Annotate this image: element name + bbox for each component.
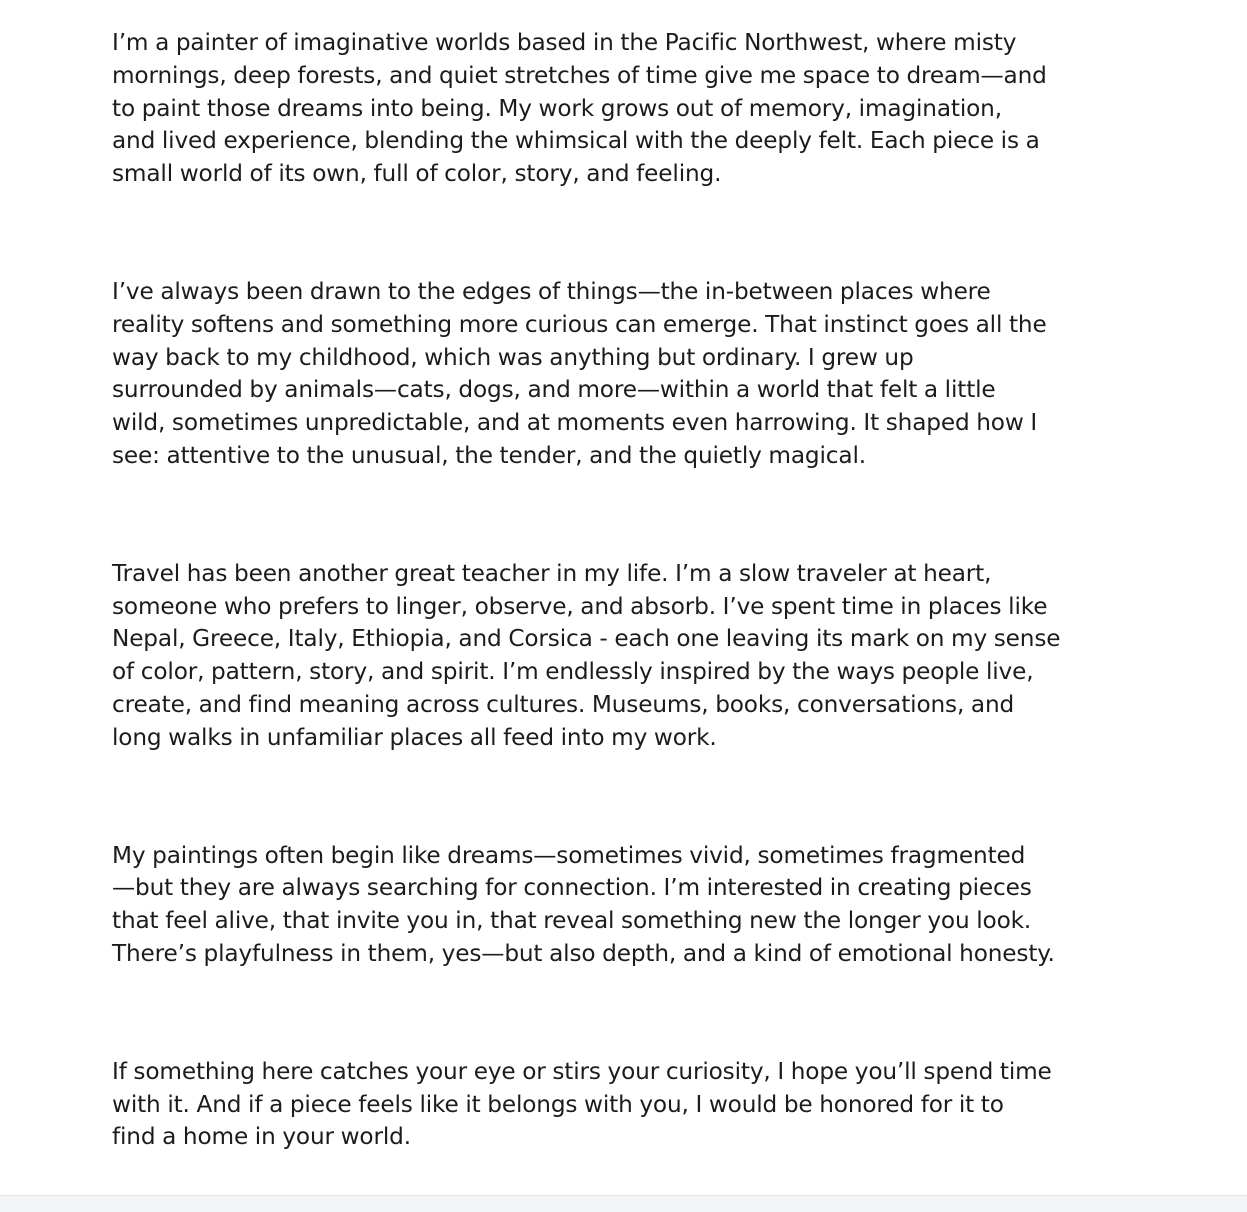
about-text xyxy=(112,27,1122,1154)
text-line: I’m a painter of imaginative worlds based in the Pacific Northwest, where misty xyxy=(112,29,1017,56)
text-line: Nepal, Greece, Italy, Ethiopia, and Corsica - each one leaving its mark on my sense xyxy=(112,625,1061,653)
paragraph-intro xyxy=(112,27,1122,191)
text-line: wild, sometimes unpredictable, and at moments even harrowing. It shaped how I xyxy=(112,409,1038,437)
text-line: mornings, deep forests, and quiet stretches of time give me space to dream—and xyxy=(112,61,1047,89)
text-line: My paintings often begin like dreams—sometimes vivid, sometimes fragmented xyxy=(112,841,1026,869)
text-line: of color, pattern, story, and spirit. I’m endlessly inspired by the ways people live, xyxy=(112,658,1034,686)
paragraph-paintings xyxy=(112,840,1122,971)
text-line: Travel has been another great teacher in my life. I’m a slow traveler at heart, xyxy=(112,559,992,587)
text-line: small world of its own, full of color, story, and feeling. xyxy=(112,160,722,188)
text-line: that feel alive, that invite you in, that reveal something new the longer you look. xyxy=(112,907,1032,935)
text-line: long walks in unfamiliar places all feed into my work. xyxy=(112,723,717,751)
paragraph-childhood xyxy=(112,276,1122,473)
text-line: way back to my childhood, which was anything but ordinary. I grew up xyxy=(112,343,914,371)
bottom-edge-bar xyxy=(0,1195,1247,1212)
text-line: There’s playfulness in them, yes—but also depth, and a kind of emotional honesty. xyxy=(112,939,1055,967)
text-line: and lived experience, blending the whimsical with the deeply felt. Each piece is a xyxy=(112,127,1040,155)
text-line: someone who prefers to linger, observe, and absorb. I’ve spent time in places like xyxy=(112,592,1048,620)
text-line: to paint those dreams into being. My work grows out of memory, imagination, xyxy=(112,94,1002,122)
text-line: surrounded by animals—cats, dogs, and more—within a world that felt a little xyxy=(112,376,996,404)
text-line: If something here catches your eye or stirs your curiosity, I hope you’ll spend time xyxy=(112,1057,1052,1085)
text-line: I’ve always been drawn to the edges of things—the in-between places where xyxy=(112,277,991,305)
text-line: see: attentive to the unusual, the tender, and the quietly magical. xyxy=(112,441,866,469)
paragraph-closing xyxy=(112,1056,1122,1154)
text-line: with it. And if a piece feels like it belongs with you, I would be honored for it to xyxy=(112,1090,1004,1118)
text-line: —but they are always searching for connection. I’m interested in creating pieces xyxy=(112,874,1032,902)
paragraph-travel xyxy=(112,558,1122,755)
text-line: find a home in your world. xyxy=(112,1123,411,1151)
text-line: reality softens and something more curious can emerge. That instinct goes all the xyxy=(112,310,1047,338)
text-line: create, and find meaning across cultures. Museums, books, conversations, and xyxy=(112,690,1015,718)
